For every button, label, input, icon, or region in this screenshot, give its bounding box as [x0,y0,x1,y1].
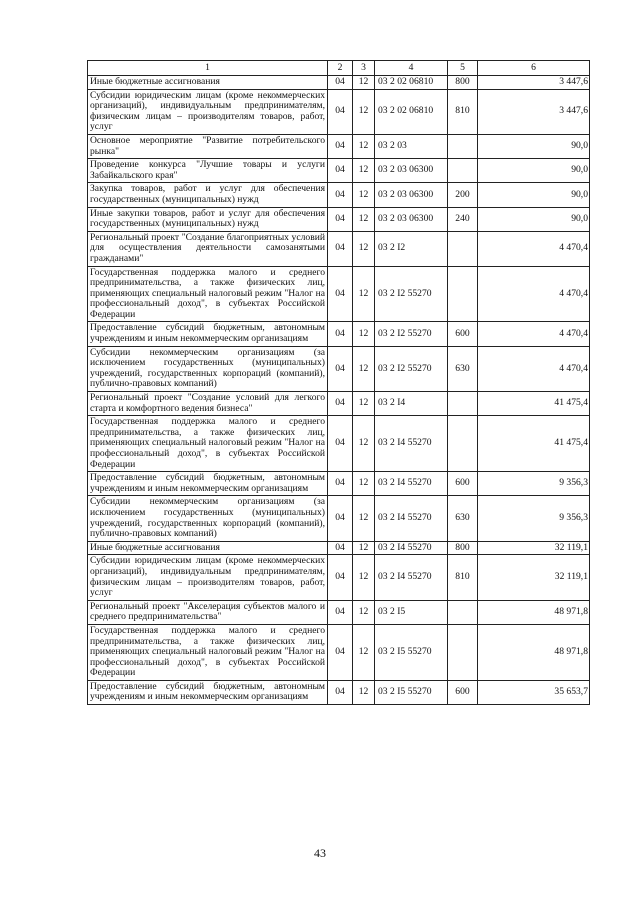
row-amount: 41 475,4 [478,392,590,416]
row-section: 04 [328,680,353,704]
row-target-article: 03 2 I4 55270 [375,416,448,472]
table-row [88,680,590,704]
row-target-article: 03 2 03 06300 [375,159,448,183]
row-expense-type [448,231,478,266]
row-target-article: 03 2 I4 [375,392,448,416]
row-expense-type [448,134,478,158]
row-expense-type: 810 [448,89,478,134]
row-amount: 48 971,8 [478,600,590,624]
row-target-article: 03 2 I2 55270 [375,266,448,322]
budget-table [87,60,590,705]
row-expense-type [448,624,478,680]
row-name: Проведение конкурса "Лучшие товары и услуги Забайкальского края" [88,159,328,183]
row-target-article: 03 2 03 [375,134,448,158]
row-target-article: 03 2 I5 55270 [375,624,448,680]
row-target-article: 03 2 I2 55270 [375,346,448,391]
row-subsection: 12 [353,416,375,472]
column-header-amount: 6 [478,61,590,76]
row-name: Иные закупки товаров, работ и услуг для обеспечения государственных (муниципальных) нужд [88,207,328,231]
row-amount: 4 470,4 [478,322,590,346]
row-name: Предоставление субсидий бюджетным, автономным учреждениям и иным некоммерческим организациям [88,322,328,346]
row-name: Субсидии некоммерческим организациям (за исключением государственных (муниципальных) учреждений, государственных корпораций (компаний), публично-правовых компаний) [88,346,328,391]
row-target-article: 03 2 I2 [375,231,448,266]
row-subsection: 12 [353,89,375,134]
row-section: 04 [328,496,353,541]
row-target-article: 03 2 02 06810 [375,89,448,134]
row-section: 04 [328,134,353,158]
table-row [88,624,590,680]
row-name: Субсидии некоммерческим организациям (за исключением государственных (муниципальных) учреждений, государственных корпораций (компаний), публично-правовых компаний) [88,496,328,541]
row-section: 04 [328,541,353,555]
row-amount: 32 119,1 [478,555,590,600]
row-name: Предоставление субсидий бюджетным, автономным учреждениям и иным некоммерческим организациям [88,680,328,704]
column-header-section: 2 [328,61,353,76]
column-header-name: 1 [88,61,328,76]
row-target-article: 03 2 02 06810 [375,76,448,90]
row-target-article: 03 2 I4 55270 [375,555,448,600]
column-header-subsection: 3 [353,61,375,76]
row-subsection: 12 [353,624,375,680]
row-subsection: 12 [353,541,375,555]
row-section: 04 [328,322,353,346]
row-name: Субсидии юридическим лицам (кроме некоммерческих организаций), индивидуальным предпринимателям, физическим лицам – производителям товаров, работ, услуг [88,89,328,134]
row-subsection: 12 [353,496,375,541]
row-amount: 3 447,6 [478,89,590,134]
row-expense-type: 630 [448,496,478,541]
table-row [88,231,590,266]
row-section: 04 [328,76,353,90]
row-expense-type: 800 [448,76,478,90]
row-subsection: 12 [353,472,375,496]
row-name: Иные бюджетные ассигнования [88,541,328,555]
row-name: Региональный проект "Акселерация субъектов малого и среднего предпринимательства" [88,600,328,624]
row-amount: 3 447,6 [478,76,590,90]
row-subsection: 12 [353,322,375,346]
row-target-article: 03 2 I5 55270 [375,680,448,704]
row-expense-type [448,159,478,183]
row-section: 04 [328,346,353,391]
row-section: 04 [328,472,353,496]
row-name: Государственная поддержка малого и среднего предпринимательства, а также физических лиц, применяющих специальный налоговый режим "Налог на профессиональный доход", в субъектах Российской Федерации [88,416,328,472]
table-row [88,134,590,158]
row-amount: 35 653,7 [478,680,590,704]
row-section: 04 [328,183,353,207]
page-number: 43 [314,846,326,860]
row-name: Основное мероприятие "Развитие потребительского рынка" [88,134,328,158]
table-row [88,600,590,624]
table-row [88,159,590,183]
row-amount: 4 470,4 [478,346,590,391]
row-section: 04 [328,416,353,472]
row-section: 04 [328,231,353,266]
row-expense-type [448,266,478,322]
row-section: 04 [328,555,353,600]
table-body [88,76,590,705]
row-expense-type: 600 [448,680,478,704]
table-row [88,183,590,207]
row-subsection: 12 [353,600,375,624]
row-expense-type [448,600,478,624]
row-amount: 9 356,3 [478,496,590,541]
table-row [88,76,590,90]
row-section: 04 [328,600,353,624]
row-name: Региональный проект "Создание благоприятных условий для осуществления деятельности самозанятыми гражданами" [88,231,328,266]
table-header-row [88,61,590,76]
row-expense-type: 630 [448,346,478,391]
table-row [88,392,590,416]
row-name: Региональный проект "Создание условий для легкого старта и комфортного ведения бизнеса" [88,392,328,416]
table-row [88,346,590,391]
row-name: Государственная поддержка малого и среднего предпринимательства, а также физических лиц, применяющих специальный налоговый режим "Налог на профессиональный доход", в субъектах Российской Федерации [88,624,328,680]
row-name: Субсидии юридическим лицам (кроме некоммерческих организаций), индивидуальным предпринимателям, физическим лицам – производителям товаров, работ, услуг [88,555,328,600]
row-section: 04 [328,392,353,416]
row-section: 04 [328,266,353,322]
table-row [88,541,590,555]
row-target-article: 03 2 I4 55270 [375,496,448,541]
row-expense-type: 200 [448,183,478,207]
row-name: Предоставление субсидий бюджетным, автономным учреждениям и иным некоммерческим организациям [88,472,328,496]
row-expense-type: 800 [448,541,478,555]
row-expense-type: 600 [448,472,478,496]
row-name: Иные бюджетные ассигнования [88,76,328,90]
row-target-article: 03 2 I2 55270 [375,322,448,346]
table-row [88,472,590,496]
row-expense-type: 240 [448,207,478,231]
row-name: Государственная поддержка малого и среднего предпринимательства, а также физических лиц, применяющих специальный налоговый режим "Налог на профессиональный доход", в субъектах Российской Федерации [88,266,328,322]
row-subsection: 12 [353,680,375,704]
row-amount: 9 356,3 [478,472,590,496]
row-section: 04 [328,89,353,134]
row-amount: 90,0 [478,159,590,183]
row-target-article: 03 2 I5 [375,600,448,624]
table-row [88,416,590,472]
row-subsection: 12 [353,159,375,183]
column-header-expense-type: 5 [448,61,478,76]
table-row [88,322,590,346]
row-subsection: 12 [353,346,375,391]
column-header-target-article: 4 [375,61,448,76]
row-expense-type [448,392,478,416]
row-subsection: 12 [353,231,375,266]
row-subsection: 12 [353,392,375,416]
row-amount: 32 119,1 [478,541,590,555]
row-target-article: 03 2 I4 55270 [375,472,448,496]
row-amount: 4 470,4 [478,231,590,266]
row-subsection: 12 [353,134,375,158]
row-amount: 4 470,4 [478,266,590,322]
row-target-article: 03 2 I4 55270 [375,541,448,555]
table-row [88,89,590,134]
row-subsection: 12 [353,183,375,207]
row-expense-type: 600 [448,322,478,346]
row-subsection: 12 [353,76,375,90]
row-expense-type [448,416,478,472]
row-subsection: 12 [353,266,375,322]
table-row [88,555,590,600]
row-expense-type: 810 [448,555,478,600]
table-row [88,496,590,541]
table-row [88,207,590,231]
row-subsection: 12 [353,207,375,231]
row-amount: 90,0 [478,207,590,231]
row-subsection: 12 [353,555,375,600]
row-section: 04 [328,624,353,680]
row-target-article: 03 2 03 06300 [375,183,448,207]
row-amount: 41 475,4 [478,416,590,472]
table-row [88,266,590,322]
row-section: 04 [328,207,353,231]
row-section: 04 [328,159,353,183]
row-name: Закупка товаров, работ и услуг для обеспечения государственных (муниципальных) нужд [88,183,328,207]
row-amount: 48 971,8 [478,624,590,680]
row-amount: 90,0 [478,183,590,207]
row-target-article: 03 2 03 06300 [375,207,448,231]
row-amount: 90,0 [478,134,590,158]
